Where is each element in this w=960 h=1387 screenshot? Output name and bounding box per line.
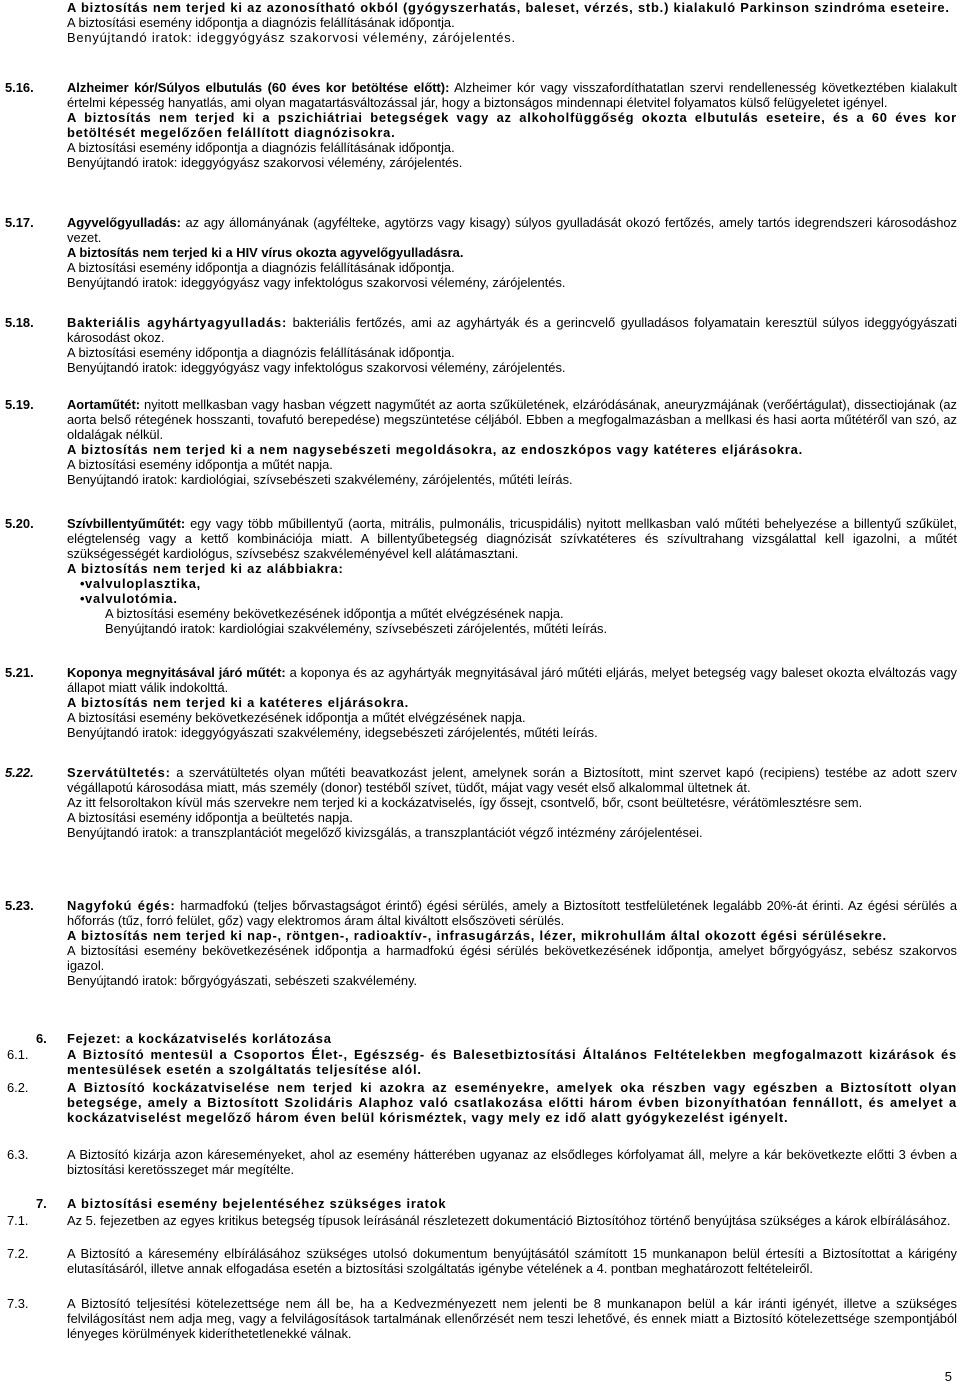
chapter-6-heading: [0, 1031, 960, 1046]
exclusion-heading: A biztosítás nem terjed ki az alábbiakra:: [67, 561, 344, 576]
section-number: 5.19.: [5, 397, 34, 412]
section-number: 5.16.: [5, 80, 34, 95]
documents-text: Benyújtandó iratok: kardiológiai szakvélemény, szívsebészeti zárójelentés, műtéti leírás.: [105, 621, 608, 636]
chapter-number: 7.: [36, 1196, 47, 1211]
exclusion-text: A biztosítás nem terjed ki a nem nagysebészeti megoldásokra, az endoszkópos vagy katéteres eljárásokra.: [67, 442, 804, 457]
section-number: 5.17.: [5, 215, 34, 230]
chapter-title: A biztosítási esemény bejelentéséhez szükséges iratok: [67, 1196, 447, 1211]
previous-section-continuation: [0, 0, 960, 45]
event-text: A biztosítási esemény időpontja a diagnózis felállításának időpontja.: [67, 15, 455, 30]
section-title: Nagyfokú égés:: [67, 898, 176, 913]
section-description: bakteriális fertőzés, ami az agyhártyák és a gerincvelő gyulladásos folyamatain keresztül súlyos ideggyógyászati károsodást okoz.: [67, 315, 957, 345]
section-number: 5.20.: [5, 516, 34, 531]
section-title: Szívbillentyűműtét:: [67, 516, 186, 531]
paragraph-number: 7.1.: [7, 1213, 29, 1228]
exclusion-list: [67, 576, 957, 606]
paragraph-text: A Biztosító teljesítési kötelezettsége nem áll be, ha a Kedvezményezett nem jelenti be 8 munkanapon belül a kár iránti igényét, illetve a szükséges felvilágosítást nem adja meg, vagy a felvilágosítások tartalmának ellenőrzését nem teszi lehetővé, és ennek miatt a Biztosító kötelezettsége szempontjából lényeges körülmények kideríthetetlenekké válnak.: [67, 1296, 957, 1341]
chapter-number: 6.: [36, 1031, 47, 1046]
event-text: A biztosítási esemény időpontja a műtét napja.: [67, 457, 333, 472]
paragraph-text: Az 5. fejezetben az egyes kritikus betegség típusok leírásánál részletezett dokumentáció Biztosítóhoz történő benyújtása szükséges a károk elbírálásához.: [67, 1213, 951, 1228]
event-text: A biztosítási esemény időpontja a diagnózis felállításának időpontja.: [67, 260, 455, 275]
list-item: • valvuloplasztika,: [67, 576, 957, 591]
event-text: A biztosítási esemény időpontja a diagnózis felállításának időpontja.: [67, 140, 455, 155]
paragraph-number: 7.3.: [7, 1296, 29, 1311]
documents-text: Benyújtandó iratok: ideggyógyász szakorvosi vélemény, zárójelentés.: [67, 30, 516, 45]
section-5-16: [0, 80, 960, 170]
exclusion-text: A biztosítás nem terjed ki az azonosítható okból (gyógyszerhatás, baleset, vérzés, stb.) kialakuló Parkinson szindróma eseteire.: [67, 0, 950, 15]
section-5-20: [0, 516, 960, 636]
event-text: A biztosítási esemény bekövetkezésének időpontja a műtét elvégzésének napja.: [67, 710, 526, 725]
section-title: Szervátültetés:: [67, 765, 171, 780]
exclusion-text: A biztosítás nem terjed ki nap-, röntgen-, radioaktív-, infrasugárzás, lézer, mikrohullám által okozott égési sérülésekre.: [67, 928, 887, 943]
section-description: az agy állományának (agyfélteke, agytörzs vagy kisagy) súlyos gyulladását okozó fertőzés, amely tartós idegrendszeri károsodáshoz vezet.: [67, 215, 957, 245]
paragraph-6-2: [0, 1080, 960, 1125]
paragraph-6-1: [0, 1047, 960, 1077]
exclusion-text: A biztosítás nem terjed ki a HIV vírus okozta agyvelőgyulladásra.: [67, 245, 464, 260]
paragraph-text: A Biztosító mentesül a Csoportos Élet-, Egészség- és Balesetbiztosítási Általános Feltételekben megfogalmazott kizárások és mentesülések esetén a szolgáltatás teljesítése alól.: [67, 1047, 957, 1077]
paragraph-text: A Biztosító a káresemény elbírálásához szükséges utolsó dokumentum benyújtásától számított 15 munkanapon belül értesíti a Biztosítottat a kárigény elutasításáról, illetve annak elfogadása esetén a biztosítási szolgáltatás igénybe vételének a 4. pontban meghatározott feltételeiről.: [67, 1246, 957, 1276]
documents-text: Benyújtandó iratok: kardiológiai, szívsebészeti szakvélemény, zárójelentés, műtéti leírás.: [67, 472, 573, 487]
paragraph-number: 6.2.: [7, 1080, 29, 1095]
section-number: 5.21.: [5, 665, 34, 680]
chapter-title: Fejezet: a kockázatviselés korlátozása: [67, 1031, 332, 1046]
documents-text: Benyújtandó iratok: ideggyógyász vagy infektológus szakorvosi vélemény, zárójelentés.: [67, 275, 566, 290]
section-5-19: [0, 397, 960, 487]
paragraph-text: A Biztosító kockázatviselése nem terjed ki azokra az eseményekre, amelyek oka részben vagy egészben a Biztosított olyan betegsége, amely a Biztosított Szolidáris Alaphoz való csatlakozása előtti három évben bizonyíthatóan fennállott, és amelyet a kockázatviselést megelőző három éven belül kórisméztek, vagy mely ez idő alatt gyógykezelést igényelt.: [67, 1080, 957, 1125]
section-title: Alzheimer kór/Súlyos elbutulás (60 éves kor betöltése előtt):: [67, 80, 450, 95]
section-title: Koponya megnyitásával járó műtét:: [67, 665, 286, 680]
section-number: 5.23.: [5, 898, 34, 913]
documents-text: Benyújtandó iratok: bőrgyógyászati, sebészeti szakvélemény.: [67, 973, 418, 988]
paragraph-text: A Biztosító kizárja azon káreseményeket, ahol az esemény hátterében ugyanaz az elsődleges kórfolyamat áll, melyre a kár bekövetkezte előtti 3 évben a biztosítási keretösszeget már megítélte.: [67, 1147, 957, 1177]
chapter-7-heading: [0, 1196, 960, 1211]
section-description: a koponya és az agyhártyák megnyitásával járó műtéti eljárás, melyet betegség vagy baleset okozta elváltozás vagy állapot miatt válik indokolttá.: [67, 665, 957, 695]
section-5-21: [0, 665, 960, 740]
paragraph-6-3: [0, 1147, 960, 1177]
paragraph-number: 7.2.: [7, 1246, 29, 1261]
list-item: • valvulotómia.: [67, 591, 957, 606]
section-title: Bakteriális agyhártyagyulladás:: [67, 315, 288, 330]
section-description: harmadfokú (teljes bőrvastagságot érintő) égési sérülés, amely a Biztosított testfelületének legalább 20%-át érinti. Az égési sérülés a hőforrás (tűz, forró felület, gőz) vagy elektromos áram által kiváltott elsőszöveti sérülés.: [67, 898, 957, 928]
documents-text: Benyújtandó iratok: ideggyógyász vagy infektológus szakorvosi vélemény, zárójelentés.: [67, 360, 566, 375]
paragraph-7-3: [0, 1296, 960, 1341]
section-number: 5.18.: [5, 315, 34, 330]
documents-text: Benyújtandó iratok: ideggyógyászati szakvélemény, idegsebészeti zárójelentés, műtéti leírás.: [67, 725, 598, 740]
event-text: A biztosítási esemény bekövetkezésének időpontja a műtét elvégzésének napja.: [105, 606, 564, 621]
note-text: Az itt felsoroltakon kívül más szervekre nem terjed ki a kockázatviselés, így őssejt, csontvelő, bőr, csont beültetésre, vérátömlesztésre sem.: [67, 795, 863, 810]
section-number: 5.22.: [5, 765, 34, 780]
section-5-22: [0, 765, 960, 840]
event-text: A biztosítási esemény időpontja a beültetés napja.: [67, 810, 353, 825]
event-text: A biztosítási esemény időpontja a diagnózis felállításának időpontja.: [67, 345, 455, 360]
exclusion-text: A biztosítás nem terjed ki a katéteres eljárásokra.: [67, 695, 409, 710]
section-description: egy vagy több műbillentyű (aorta, mitrális, pulmonális, tricuspidális) nyitott mellkasban való műtéti behelyezése a billentyű szűkület, elégtelenség vagy a kettő kombinációja miatt. A billentyűbetegség diagnózisát szívkatéteres és szívultrahang vizsgálattal kell igazolni, a műtét szükségességét kardiológus, szívsebész szakvéleményével kell alátámasztani.: [67, 516, 957, 561]
section-description: nyitott mellkasban vagy hasban végzett nagyműtét az aorta szűkületének, elzáródásának, aneuryzmájának (verőértágulat), dissectiojának (az aorta belső rétegének hosszanti, tovafutó berepedése) megszüntetése céljából. Ebben a megfogalmazásban a mellkasi és hasi aorta műtétéről van szó, az oldalágak nélkül.: [67, 397, 957, 442]
event-text: A biztosítási esemény bekövetkezésének időpontja a harmadfokú égési sérülés bekövetkezésének időpontja, amelyet bőrgyógyász, sebész szakorvos igazol.: [67, 943, 957, 973]
section-title: Aortaműtét:: [67, 397, 141, 412]
section-title: Agyvelőgyulladás:: [67, 215, 181, 230]
section-5-17: [0, 215, 960, 290]
section-5-18: [0, 315, 960, 375]
section-description: Alzheimer kór vagy visszafordíthatatlan szervi rendellenesség következtében kialakult értelmi képesség hanyatlás, ami olyan magatartásváltozással jár, hogy a biztonságos mindennapi életvitel folyamatos külső felügyeletet igényel.: [67, 80, 957, 110]
section-5-23: [0, 898, 960, 988]
paragraph-7-1: [0, 1213, 960, 1228]
paragraph-7-2: [0, 1246, 960, 1276]
exclusion-text: A biztosítás nem terjed ki a pszichiátriai betegségek vagy az alkoholfüggőség okozta elbutulás eseteire, és a 60 éves kor betöltését megelőzően felállított diagnózisokra.: [67, 110, 957, 140]
page-number: 5: [944, 1369, 952, 1384]
section-description: a szervátültetés olyan műtéti beavatkozást jelent, amelynek során a Biztosított, mint szervet kapó (recipiens) testébe az adott szerv végállapotú károsodása miatt, más személy (donor) testéből szívet, tüdőt, májat vagy vesét első alkalommal ültetnek át.: [67, 765, 957, 795]
paragraph-number: 6.3.: [7, 1147, 29, 1162]
documents-text: Benyújtandó iratok: ideggyógyász szakorvosi vélemény, zárójelentés.: [67, 155, 463, 170]
paragraph-number: 6.1.: [7, 1047, 29, 1062]
documents-text: Benyújtandó iratok: a transzplantációt megelőző kivizsgálás, a transzplantációt végző intézmény zárójelentései.: [67, 825, 703, 840]
